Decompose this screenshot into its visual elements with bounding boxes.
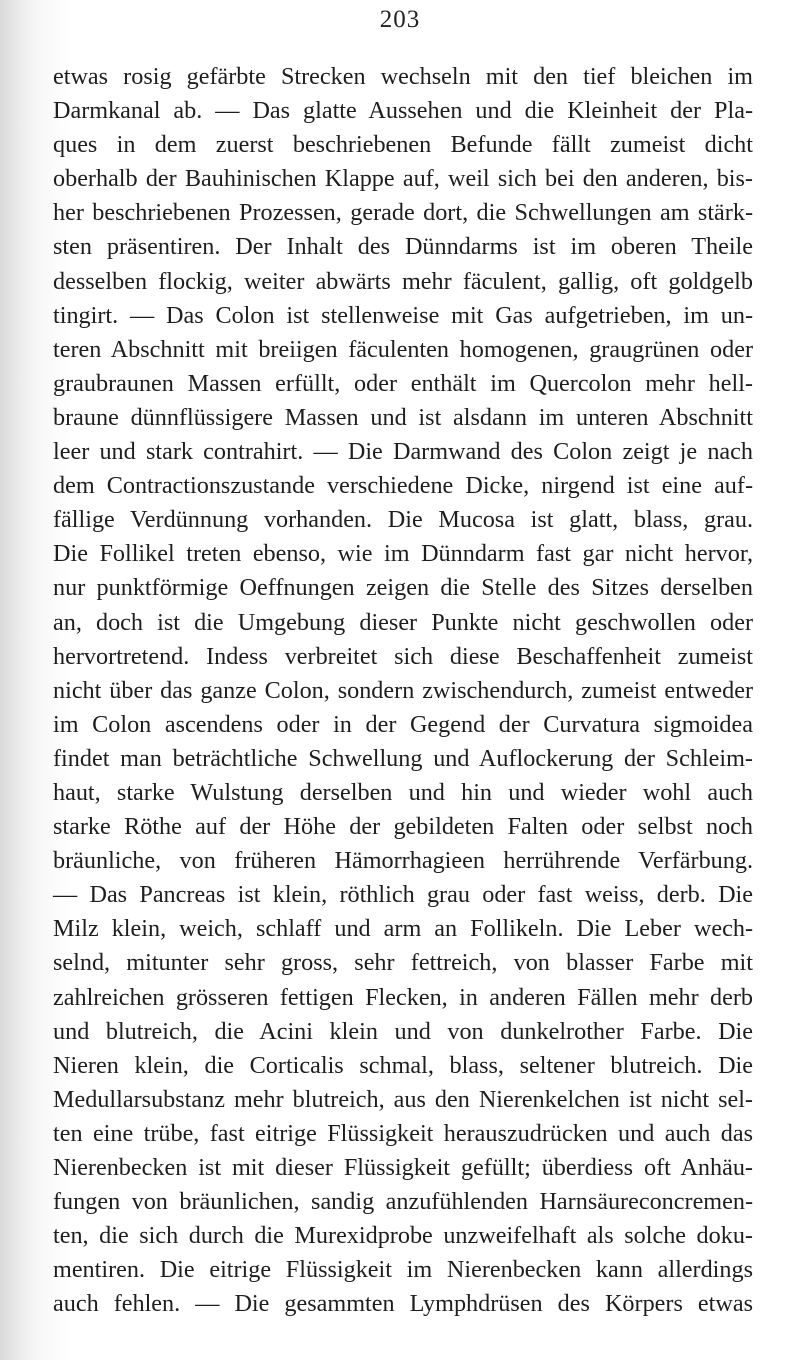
text-line: Die Follikel treten ebenso, wie im Dünndarm fast gar nicht hervor, xyxy=(53,540,753,568)
text-line: fungen von bräunlichen, sandig anzufühlenden Harnsäureconcremen- xyxy=(53,1188,753,1216)
text-line: ten eine trübe, fast eitrige Flüssigkeit herauszudrücken und auch das xyxy=(53,1119,753,1147)
text-line: mentiren. Die eitrige Flüssigkeit im Nierenbecken kann allerdings xyxy=(53,1256,753,1284)
text-line: etwas rosig gefärbte Strecken wechseln mit den tief bleichen im xyxy=(53,63,753,90)
text-line: Nieren klein, die Corticalis schmal, blass, seltener blutreich. Die xyxy=(53,1051,753,1079)
text-line: oberhalb der Bauhinischen Klappe auf, weil sich bei den anderen, bis- xyxy=(53,165,753,193)
text-line: fällige Verdünnung vorhanden. Die Mucosa ist glatt, blass, grau. xyxy=(53,506,753,534)
text-line: teren Abschnitt mit breiigen fäculenten homogenen, graugrünen oder xyxy=(53,335,753,363)
text-line: im Colon ascendens oder in der Gegend der Curvatura sigmoidea xyxy=(53,710,753,738)
text-line: nicht über das ganze Colon, sondern zwischendurch, zumeist entweder xyxy=(53,676,753,704)
text-line: sten präsentiren. Der Inhalt des Dünndarms ist im oberen Theile xyxy=(53,233,753,261)
text-line: hervortretend. Indess verbreitet sich diese Beschaffenheit zumeist xyxy=(53,642,753,670)
text-line: Nierenbecken ist mit dieser Flüssigkeit gefüllt; überdiess oft Anhäu- xyxy=(53,1154,753,1181)
text-line: — Das Pancreas ist klein, röthlich grau oder fast weiss, derb. Die xyxy=(53,881,753,909)
text-line: auch fehlen. — Die gesammten Lymphdrüsen des Körpers etwas xyxy=(53,1290,753,1318)
text-line: an, doch ist die Umgebung dieser Punkte nicht geschwollen oder xyxy=(53,608,753,636)
text-line: zahlreichen grösseren fettigen Flecken, in anderen Fällen mehr derb xyxy=(53,983,753,1011)
text-line: und blutreich, die Acini klein und von dunkelrother Farbe. Die xyxy=(53,1017,753,1045)
text-line: graubraunen Massen erfüllt, oder enthält im Quercolon mehr hell- xyxy=(53,369,753,397)
text-line: Darmkanal ab. — Das glatte Aussehen und die Kleinheit der Pla- xyxy=(53,97,753,125)
text-line: findet man beträchtliche Schwellung und Auflockerung der Schleim- xyxy=(53,744,753,772)
text-line: desselben flockig, weiter abwärts mehr fäculent, gallig, oft goldgelb xyxy=(53,267,753,295)
text-line: Milz klein, weich, schlaff und arm an Follikeln. Die Leber wech- xyxy=(53,915,753,943)
text-line: bräunliche, von früheren Hämorrhagieen herrührende Verfärbung. xyxy=(53,847,753,875)
text-line: braune dünnflüssigere Massen und ist alsdann im unteren Abschnitt xyxy=(53,403,753,431)
text-line: nur punktförmige Oeffnungen zeigen die Stelle des Sitzes derselben xyxy=(53,574,753,602)
text-line: her beschriebenen Prozessen, gerade dort, die Schwellungen am stärk- xyxy=(53,199,753,227)
text-line: dem Contractionszustande verschiedene Dicke, nirgend ist eine auf- xyxy=(53,472,753,500)
text-line: ques in dem zuerst beschriebenen Befunde fällt zumeist dicht xyxy=(53,131,753,159)
body-text xyxy=(53,60,753,1321)
text-line: Medullarsubstanz mehr blutreich, aus den Nierenkelchen ist nicht sel- xyxy=(53,1085,753,1113)
text-line: haut, starke Wulstung derselben und hin und wieder wohl auch xyxy=(53,778,753,806)
text-line: leer und stark contrahirt. — Die Darmwand des Colon zeigt je nach xyxy=(53,438,753,466)
text-line: tingirt. — Das Colon ist stellenweise mit Gas aufgetrieben, im un- xyxy=(53,301,753,329)
text-line: selnd, mitunter sehr gross, sehr fettreich, von blasser Farbe mit xyxy=(53,949,753,977)
page-number: 203 xyxy=(379,6,421,33)
text-line: starke Röthe auf der Höhe der gebildeten Falten oder selbst noch xyxy=(53,813,753,841)
text-line: ten, die sich durch die Murexidprobe unzweifelhaft als solche doku- xyxy=(53,1222,753,1250)
